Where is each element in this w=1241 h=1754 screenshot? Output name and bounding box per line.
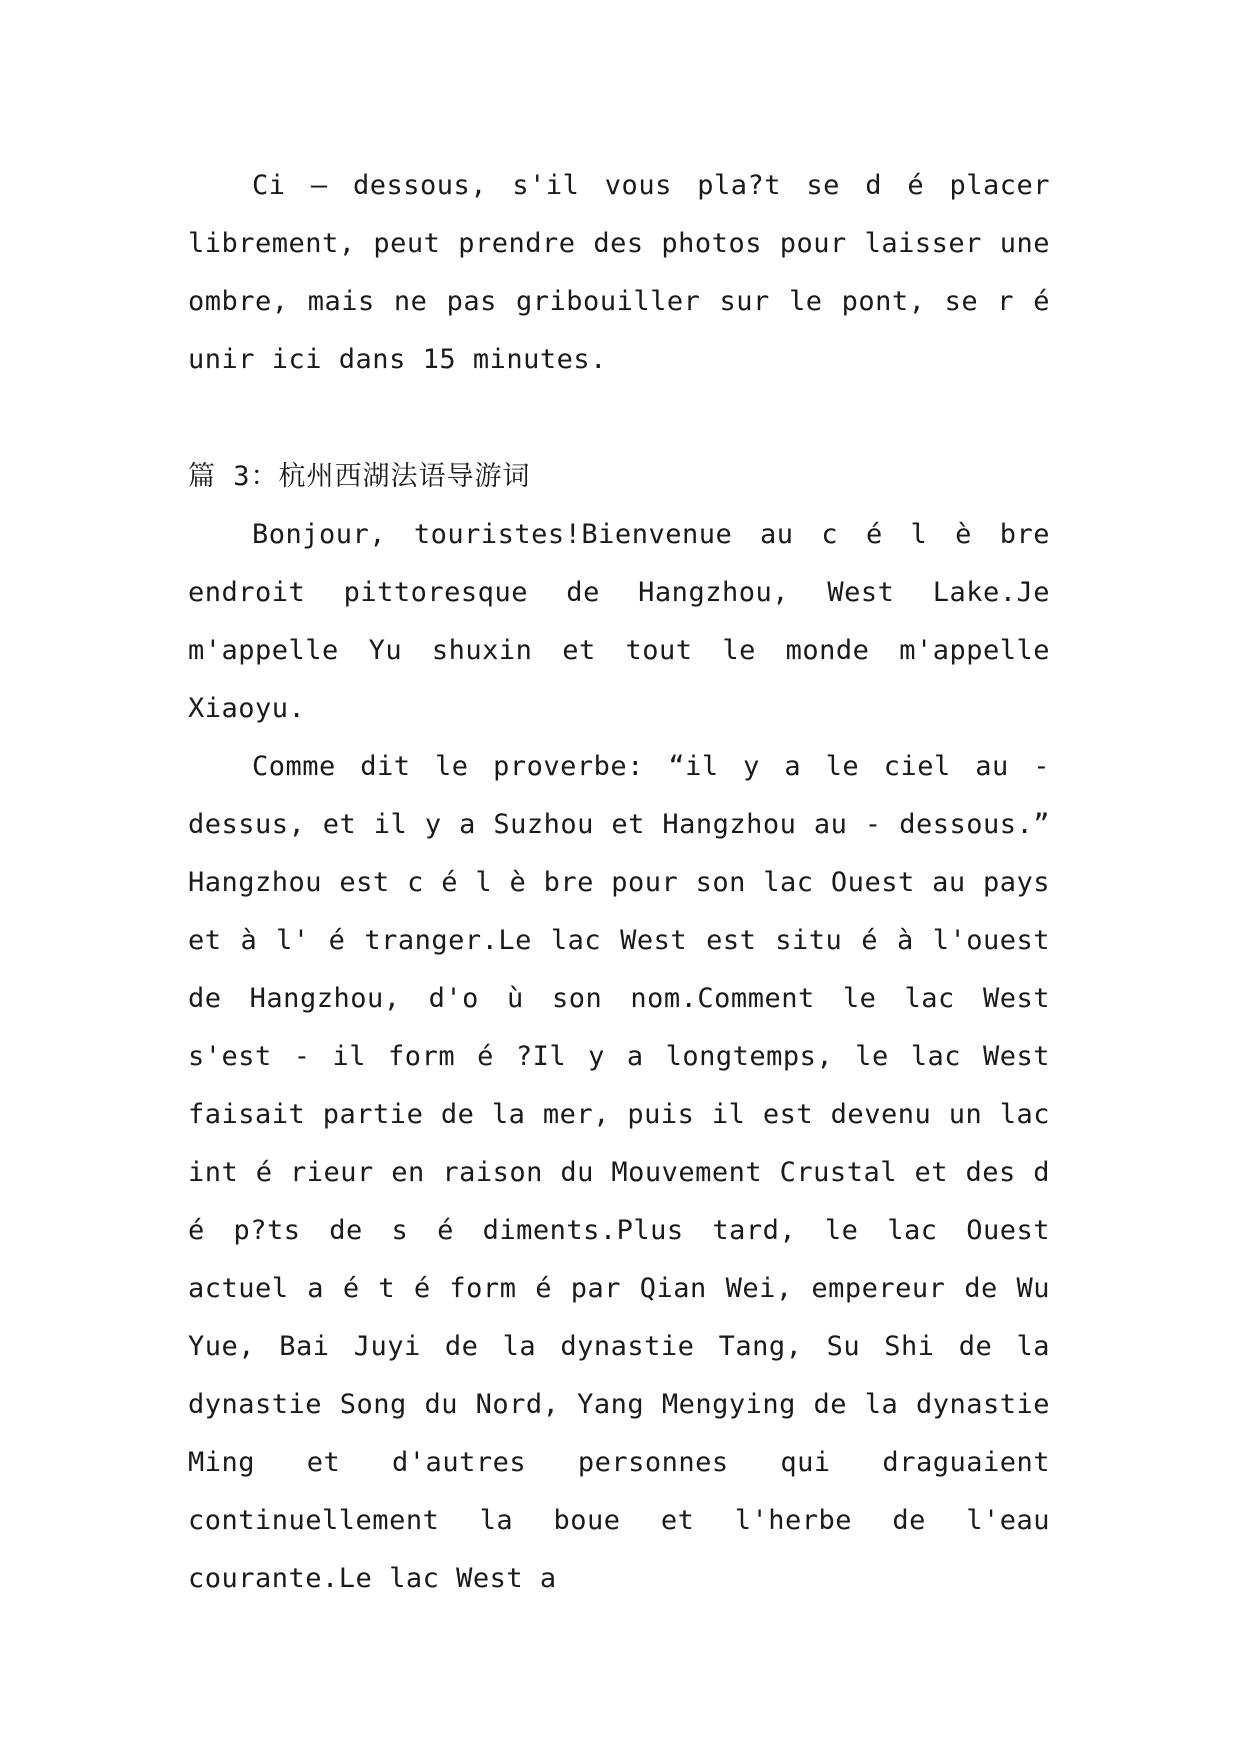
paragraph-meeting-instructions: Ci – dessous, s'il vous pla?t se d é placer librement, peut prendre des photos pour laisser une ombre, mais ne pas gribouiller sur le pont, se r é unir ici dans 15 minutes. bbox=[188, 170, 1050, 375]
paragraph-welcome: Bonjour, touristes!Bienvenue au c é l è bre endroit pittoresque de Hangzhou, West Lake.Je m'appelle Yu shuxin et tout le monde m'appelle Xiaoyu. bbox=[188, 519, 1050, 724]
section-heading: 篇 3：杭州西湖法语导游词 bbox=[188, 461, 531, 492]
paragraph-west-lake-history: Comme dit le proverbe: “il y a le ciel au - dessus, et il y a Suzhou et Hangzhou au - dessous.” Hangzhou est c é l è bre pour son lac Ouest au pays et à l' é tranger.Le lac West est situ é à l'ouest de Hangzhou, d'o ù son nom.Comment le lac West s'est - il form é ?Il y a longtemps, le lac West faisait partie de la mer, puis il est devenu un lac int é rieur en raison du Mouvement Crustal et des d é p?ts de s é diments.Plus tard, le lac Ouest actuel a é t é form é par Qian Wei, empereur de Wu Yue, Bai Juyi de la dynastie Tang, Su Shi de la dynastie Song du Nord, Yang Mengying de la dynastie Ming et d'autres personnes qui draguaient continuellement la boue et l'herbe de l'eau courante.Le lac West a bbox=[188, 751, 1050, 1594]
